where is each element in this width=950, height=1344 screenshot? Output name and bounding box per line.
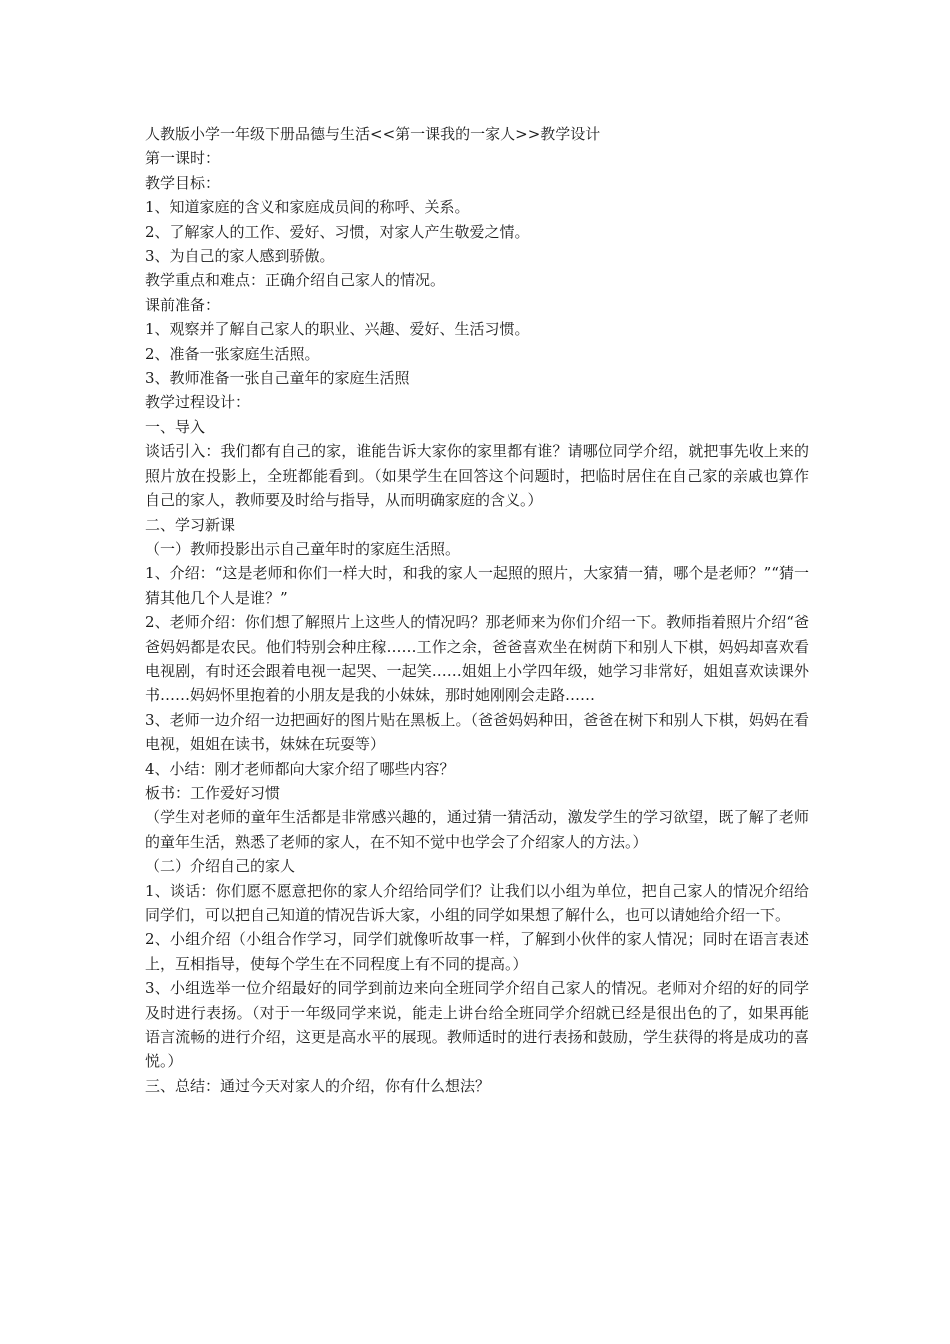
paragraph: 4、小结：刚才老师都向大家介绍了哪些内容？ [145,759,455,778]
paragraph: 二、学习新课 [145,515,236,534]
paragraph: 2、小组介绍（小组合作学习，同学们就像听故事一样，了解到小伙伴的家人情况；同时在语言表述上，互相指导，使每个学生在不同程度上有不同的提高。） [145,930,809,973]
paragraph: 一、导入 [145,417,206,436]
document-title: 人教版小学一年级下册品德与生活<<第一课我的一家人>>教学设计 [145,125,601,143]
paragraph: 3、小组选举一位介绍最好的同学到前边来向全班同学介绍自己家人的情况。老师对介绍的好的同学及时进行表扬。（对于一年级同学来说，能走上讲台给全班同学介绍就已经是很出色的了，如果再能语言流畅的进行介绍，这更是高水平的展现。教师适时的进行表扬和鼓励，学生获得的将是成功的喜悦。） [145,979,809,1071]
paragraph: （一）教师投影出示自己童年时的家庭生活照。 [145,539,461,558]
paragraph: 2、老师介绍：你们想了解照片上这些人的情况吗？那老师来为你们介绍一下。教师指着照片介绍“爸爸妈妈都是农民。他们特别会种庄稼……工作之余，爸爸喜欢坐在树荫下和别人下棋，妈妈却喜欢看电视剧，有时还会跟着电视一起哭、一起笑……姐姐上小学四年级，她学习非常好，姐姐喜欢读课外书……妈妈怀里抱着的小朋友是我的小妹妹，那时她刚刚会走路…… [145,613,809,705]
paragraph: 2、了解家人的工作、爱好、习惯，对家人产生敬爱之情。 [145,222,530,241]
paragraph: 3、老师一边介绍一边把画好的图片贴在黑板上。（爸爸妈妈种田，爸爸在树下和别人下棋，妈妈在看电视，姐姐在读书，妹妹在玩耍等） [145,710,809,754]
paragraph: 1、谈话：你们愿不愿意把你的家人介绍给同学们？让我们以小组为单位，把自己家人的情况介绍给同学们，可以把自己知道的情况告诉大家，小组的同学如果想了解什么，也可以请她给介绍一下。 [145,881,809,924]
paragraph: 1、介绍：“这是老师和你们一样大时，和我的家人一起照的照片，大家猜一猜，哪个是老师？”“猜一猜其他几个人是谁？” [145,564,809,607]
paragraph: 教学目标： [145,173,221,192]
paragraph: 板书：工作爱好习惯 [145,783,281,802]
paragraph: 教学过程设计： [145,393,251,412]
paragraph: 课前准备： [145,295,221,314]
paragraph: 第一课时： [145,149,221,168]
paragraph: 2、准备一张家庭生活照。 [145,344,320,363]
paragraph: 谈话引入：我们都有自己的家，谁能告诉大家你的家里都有谁？请哪位同学介绍，就把事先收上来的照片放在投影上，全班都能看到。（如果学生在回答这个问题时，把临时居住在自己家的亲戚也算作自己的家人，教师要及时给与指导，从而明确家庭的含义。） [145,442,809,510]
paragraph: 1、观察并了解自己家人的职业、兴趣、爱好、生活习惯。 [145,320,530,339]
paragraph: 1、知道家庭的含义和家庭成员间的称呼、关系。 [145,198,470,217]
paragraph: （学生对老师的童年生活都是非常感兴趣的，通过猜一猜活动，激发学生的学习欲望，既了解了老师的童年生活，熟悉了老师的家人，在不知不觉中也学会了介绍家人的方法。） [145,808,809,851]
paragraph: 3、教师准备一张自己童年的家庭生活照 [145,369,410,388]
document-body [145,122,809,1098]
paragraph: 教学重点和难点：正确介绍自己家人的情况。 [145,271,446,290]
paragraph: 3、为自己的家人感到骄傲。 [145,247,335,266]
paragraph: 三、总结：通过今天对家人的介绍，你有什么想法？ [145,1076,491,1095]
paragraph: （二）介绍自己的家人 [145,857,296,876]
paragraph-list [145,146,809,1098]
